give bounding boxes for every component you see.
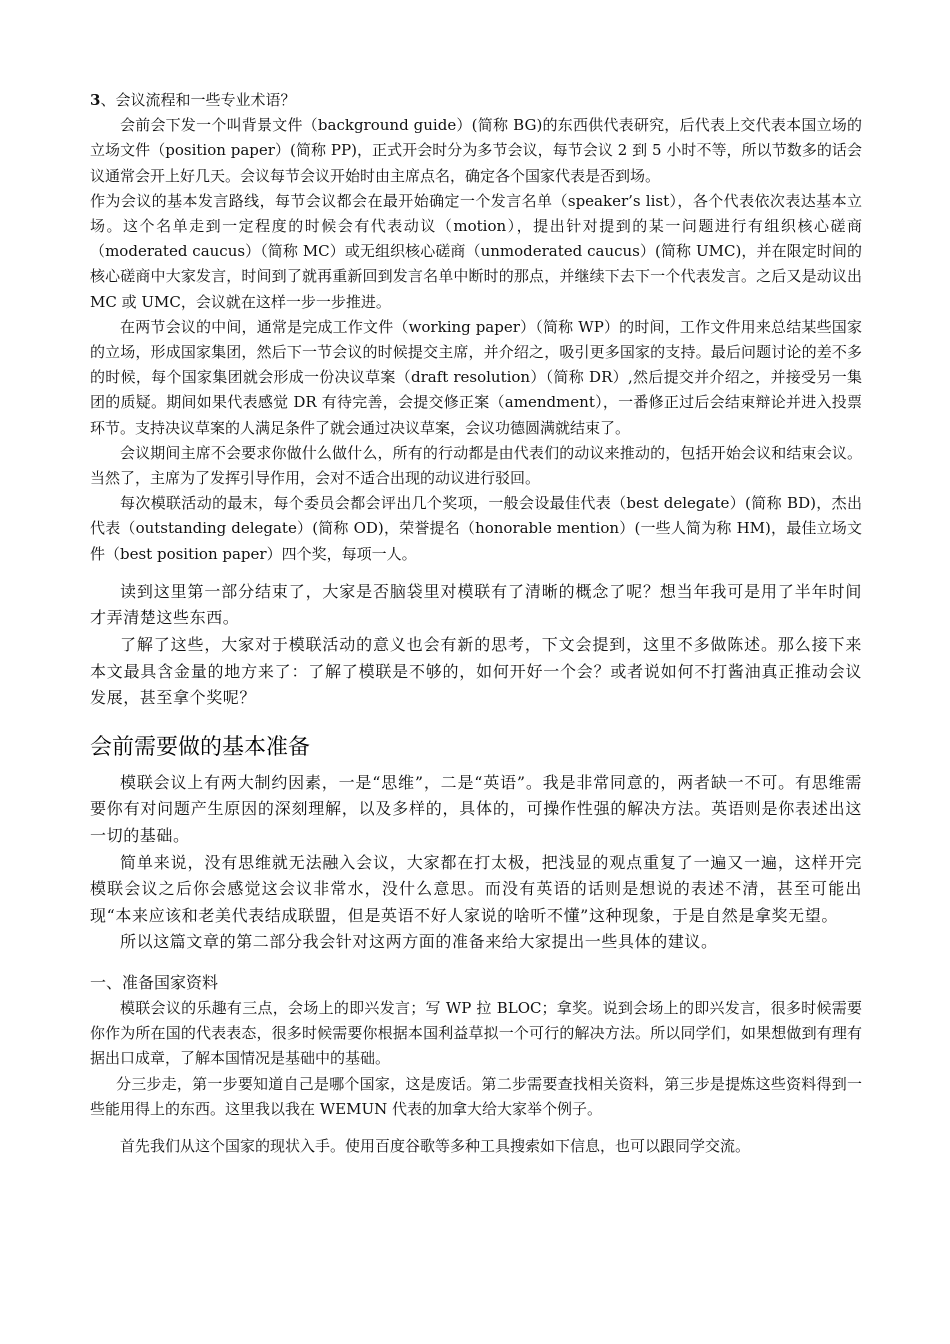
document-page bbox=[90, 88, 862, 1159]
section-title: 会前需要做的基本准备 bbox=[90, 734, 311, 760]
paragraph: 所以这篇文章的第二部分我会针对这两方面的准备来给大家提出一些具体的建议。 bbox=[120, 932, 718, 952]
paragraph: 每次模联活动的最末，每个委员会都会评出几个奖项，一般会设最佳代表（best delegate）(简称 BD)，杰出代表（outstanding delegate）(简称 OD)，荣誉提名（honorable mention）(一些人简为称 HM)，最佳立场文件（best position paper）四个奖，每项一人。 bbox=[90, 494, 862, 563]
section-number: 3 bbox=[90, 91, 101, 109]
subsection-title: 一、准备国家资料 bbox=[90, 972, 219, 992]
section-heading-text: 、会议流程和一些专业术语？ bbox=[100, 91, 296, 109]
paragraph: 在两节会议的中间，通常是完成工作文件（working paper）（简称 WP）的时间，工作文件用来总结某些国家的立场，形成国家集团，然后下一节会议的时候提交主席，并介绍之，吸引更多国家的支持。最后问题讨论的差不多的时候，每个国家集团就会形成一份决议草案（draft resolution）（简称 DR）,然后提交并介绍之，并接受另一集团的质疑。期间如果代表感觉 DR 有待完善，会提交修正案（amendment），一番修正过后会结束辩论并进入投票环节。支持决议草案的人满足条件了就会通过决议草案，会议功德圆满就结束了。 bbox=[90, 317, 862, 437]
paragraph: 首先我们从这个国家的现状入手。使用百度谷歌等多种工具搜索如下信息，也可以跟同学交流。 bbox=[120, 1137, 751, 1155]
paragraph: 会议期间主席不会要求你做什么做什么，所有的行动都是由代表们的动议来推动的，包括开始会议和结束会议。当然了，主席为了发挥引导作用，会对不适合出现的动议进行驳回。 bbox=[90, 443, 862, 488]
paragraph: 模联会议的乐趣有三点，会场上的即兴发言；写 WP 拉 BLOC；拿奖。说到会场上的即兴发言，很多时候需要你作为所在国的代表表态，很多时候需要你根据本国利益草拟一个可行的解决方法。所以同学们，如果想做到有理有据出口成章，了解本国情况是基础中的基础。 bbox=[90, 998, 862, 1068]
interlude-paragraph: 读到这里第一部分结束了，大家是否脑袋里对模联有了清晰的概念了呢？想当年我可是用了半年时间才弄清楚这些东西。 bbox=[90, 581, 862, 628]
interlude-paragraph: 了解了这些，大家对于模联活动的意义也会有新的思考，下文会提到，这里不多做陈述。那么接下来本文最具含金量的地方来了：了解了模联是不够的，如何开好一个会？或者说如何不打酱油真正推动会议发展，甚至拿个奖呢？ bbox=[90, 635, 862, 708]
spacer bbox=[90, 712, 862, 732]
spacer bbox=[90, 567, 862, 579]
paragraph: 模联会议上有两大制约因素，一是“思维”，二是“英语”。我是非常同意的，两者缺一不可。有思维需要你有对问题产生原因的深刻理解，以及多样的，具体的，可操作性强的解决方法。英语则是你表述出这一切的基础。 bbox=[90, 772, 862, 846]
paragraph: 作为会议的基本发言路线，每节会议都会在最开始确定一个发言名单（speaker’s list），各个代表依次表达基本立场。这个名单走到一定程度的时候会有代表动议（motion），提出针对提到的某一问题进行有组织核心磋商（moderated caucus）（简称 MC）或无组织核心磋商（unmoderated caucus）(简称 UMC)，并在限定时间的核心磋商中大家发言，时间到了就再重新回到发言名单中断时的那点，并继续下去下一个代表发言。之后又是动议出 MC 或 UMC，会议就在这样一步一步推进。 bbox=[90, 191, 862, 311]
paragraph: 简单来说，没有思维就无法融入会议，大家都在打太极，把浅显的观点重复了一遍又一遍，这样开完模联会议之后你会感觉这会议非常水，没什么意思。而没有英语的话则是想说的表述不清，甚至可能出现“本来应该和老美代表结成联盟，但是英语不好人家说的啥听不懂”这种现象，于是自然是拿奖无望。 bbox=[90, 852, 862, 925]
paragraph: 会前会下发一个叫背景文件（background guide）(简称 BG)的东西供代表研究，后代表上交代表本国立场的立场文件（position paper）(简称 PP)，正式开会时分为多节会议，每节会议 2 到 5 小时不等，所以节数多的话会议通常会开上好几天。会议每节会议开始时由主席点名，确定各个国家代表是否到场。 bbox=[90, 116, 862, 185]
spacer bbox=[90, 956, 862, 970]
paragraph: 分三步走，第一步要知道自己是哪个国家，这是废话。第二步需要查找相关资料，第三步是提炼这些资料得到一些能用得上的东西。这里我以我在 WEMUN 代表的加拿大给大家举个例子。 bbox=[90, 1074, 862, 1118]
section-heading bbox=[90, 88, 862, 113]
spacer bbox=[90, 1122, 862, 1134]
